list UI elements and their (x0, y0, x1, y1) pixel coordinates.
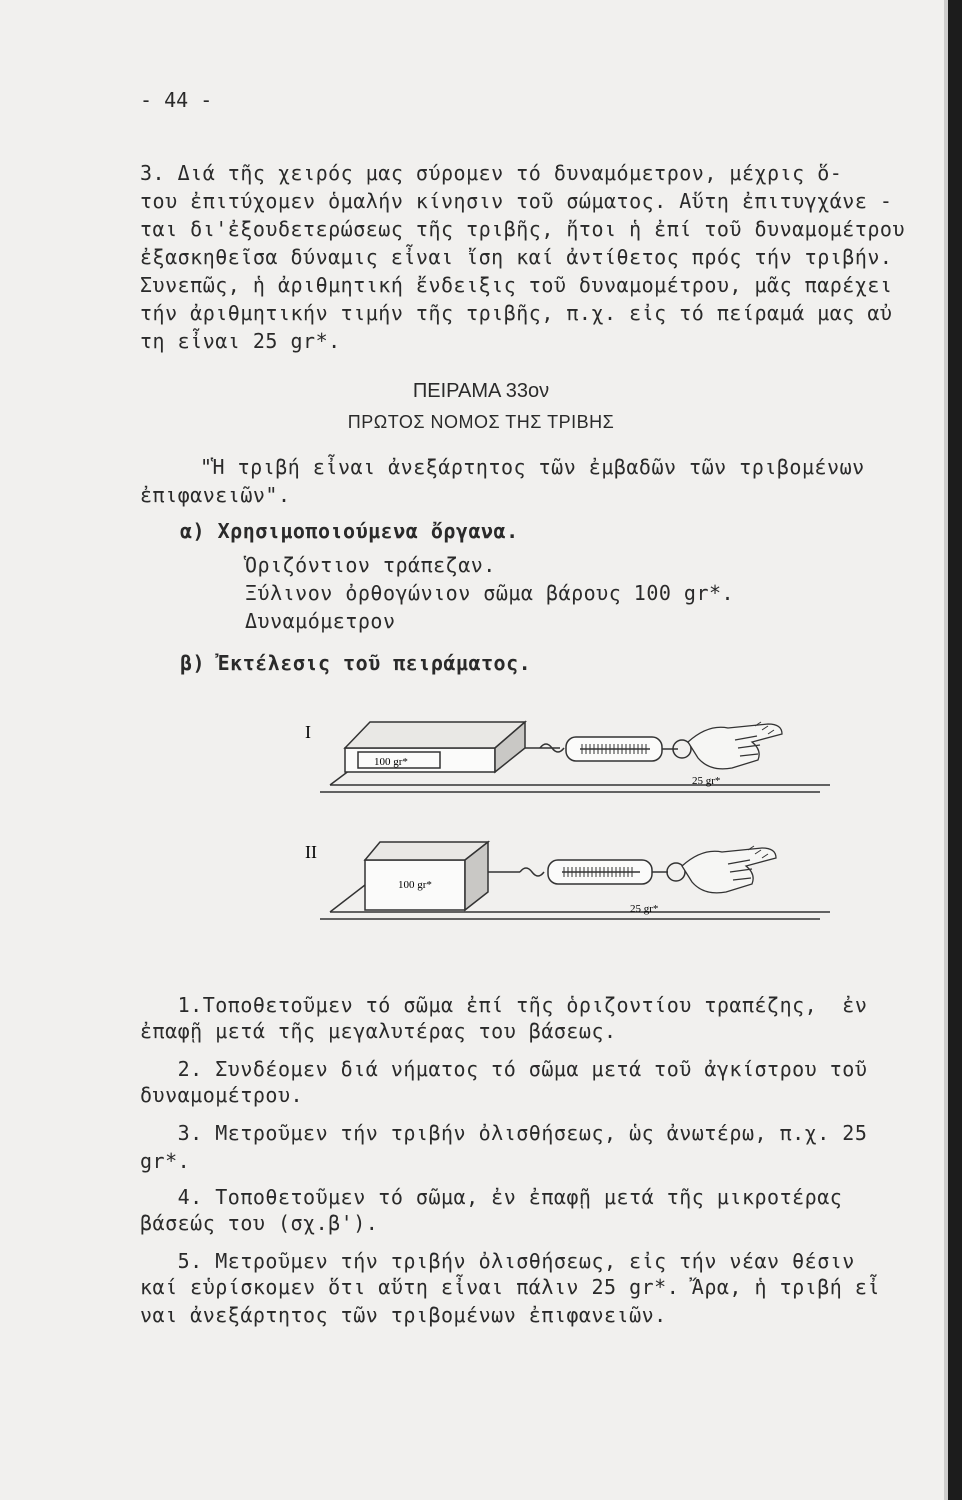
step-line: 1.Τοποθετοῦμεν τό σῶμα ἐπί τῆς ὁριζοντίου τραπέζης, ἐν (140, 993, 868, 1017)
section-b-heading: β) Ἐκτέλεσις τοῦ πειράματος. (180, 651, 532, 675)
step-line: 2. Συνδέομεν διά νήματος τό σῶμα μετά τοῦ ἀγκίστρου τοῦ (140, 1057, 868, 1081)
text-line: Συνεπῶς, ἡ ἀριθμητική ἔνδειξις τοῦ δυναμομέτρου, μᾶς παρέχει (140, 273, 893, 297)
law-title: ΠΡΩΤΟΣ ΝΟΜΟΣ ΤΗΣ ΤΡΙΒΗΣ (347, 412, 615, 432)
figure-label-2: II (305, 842, 317, 862)
reading-label-2: 25 gr* (630, 903, 659, 915)
text-line: ἐξασκηθεῖσα δύναμις εἶναι ἴση καί ἀντίθετος πρός τήν τριβήν. (140, 245, 893, 269)
experiment-title: ΠΕΙΡΑΜΑ 33ον (412, 380, 550, 402)
text-line: τη εἶναι 25 gr*. (140, 329, 341, 353)
instrument-item: Ξύλινον ὀρθογώνιον σῶμα βάρους 100 gr*. (245, 581, 735, 605)
step-line: ναι ἀνεξάρτητος τῶν τριβομένων ἐπιφανειῶν. (140, 1303, 667, 1327)
text-line: τήν ἀριθμητικήν τιμήν τῆς τριβῆς, π.χ. εἰς τό πείραμά μας αὐ (140, 301, 893, 325)
wooden-block-2 (365, 842, 488, 910)
reading-label-1: 25 gr* (692, 775, 721, 787)
weight-label-1: 100 gr* (374, 756, 408, 768)
figure-label-1: I (305, 722, 311, 742)
step-line: δυναμομέτρου. (140, 1083, 304, 1107)
step-line: βάσεώς του (σχ.β'). (140, 1211, 379, 1235)
page-number: - 44 - (140, 88, 213, 112)
weight-label-2: 100 gr* (398, 879, 432, 891)
law-statement-line: ἐπιφανειῶν". (140, 483, 291, 507)
dynamometer-1 (525, 737, 691, 761)
step-line: 3. Μετροῦμεν τήν τριβήν ὀλισθήσεως, ὡς ἀνωτέρω, π.χ. 25 (140, 1121, 868, 1145)
wooden-block-1 (345, 722, 525, 772)
step-line: 4. Τοποθετοῦμεν τό σῶμα, ἐν ἐπαφῇ μετά τῆς μικροτέρας (140, 1185, 843, 1209)
instrument-item: Ὁριζόντιον τράπεζαν. (245, 553, 496, 577)
text-line: ται δι'ἐξουδετερώσεως τῆς τριβῆς, ἤτοι ἡ ἐπί τοῦ δυναμομέτρου (140, 217, 906, 241)
instrument-item: Δυναμόμετρον (245, 609, 396, 633)
step-line: gr*. (140, 1149, 191, 1173)
step-line: ἐπαφῇ μετά τῆς μεγαλυτέρας του βάσεως. (140, 1019, 617, 1043)
law-statement-line: "Ἡ τριβή εἶναι ἀνεξάρτητος τῶν ἐμβαδῶν τῶν τριβομένων (200, 455, 865, 479)
section-a-heading: α) Χρησιμοποιούμενα ὄργανα. (180, 519, 519, 543)
text-line: 3. Διά τῆς χειρός μας σύρομεν τό δυναμόμετρον, μέχρις ὅ- (140, 161, 843, 185)
text-line: του ἐπιτύχομεν ὁμαλήν κίνησιν τοῦ σώματος. Αὕτη ἐπιτυγχάνε - (140, 189, 893, 213)
step-line: 5. Μετροῦμεν τήν τριβήν ὀλισθήσεως, εἰς τήν νέαν θέσιν (140, 1249, 855, 1273)
dynamometer-2 (488, 860, 685, 884)
hand-icon-1 (688, 722, 782, 769)
hand-icon-2 (682, 846, 776, 893)
step-line: καί εὑρίσκομεν ὅτι αὕτη εἶναι πάλιν 25 gr*. Ἄρα, ἡ τριβή εἶ (140, 1275, 880, 1299)
